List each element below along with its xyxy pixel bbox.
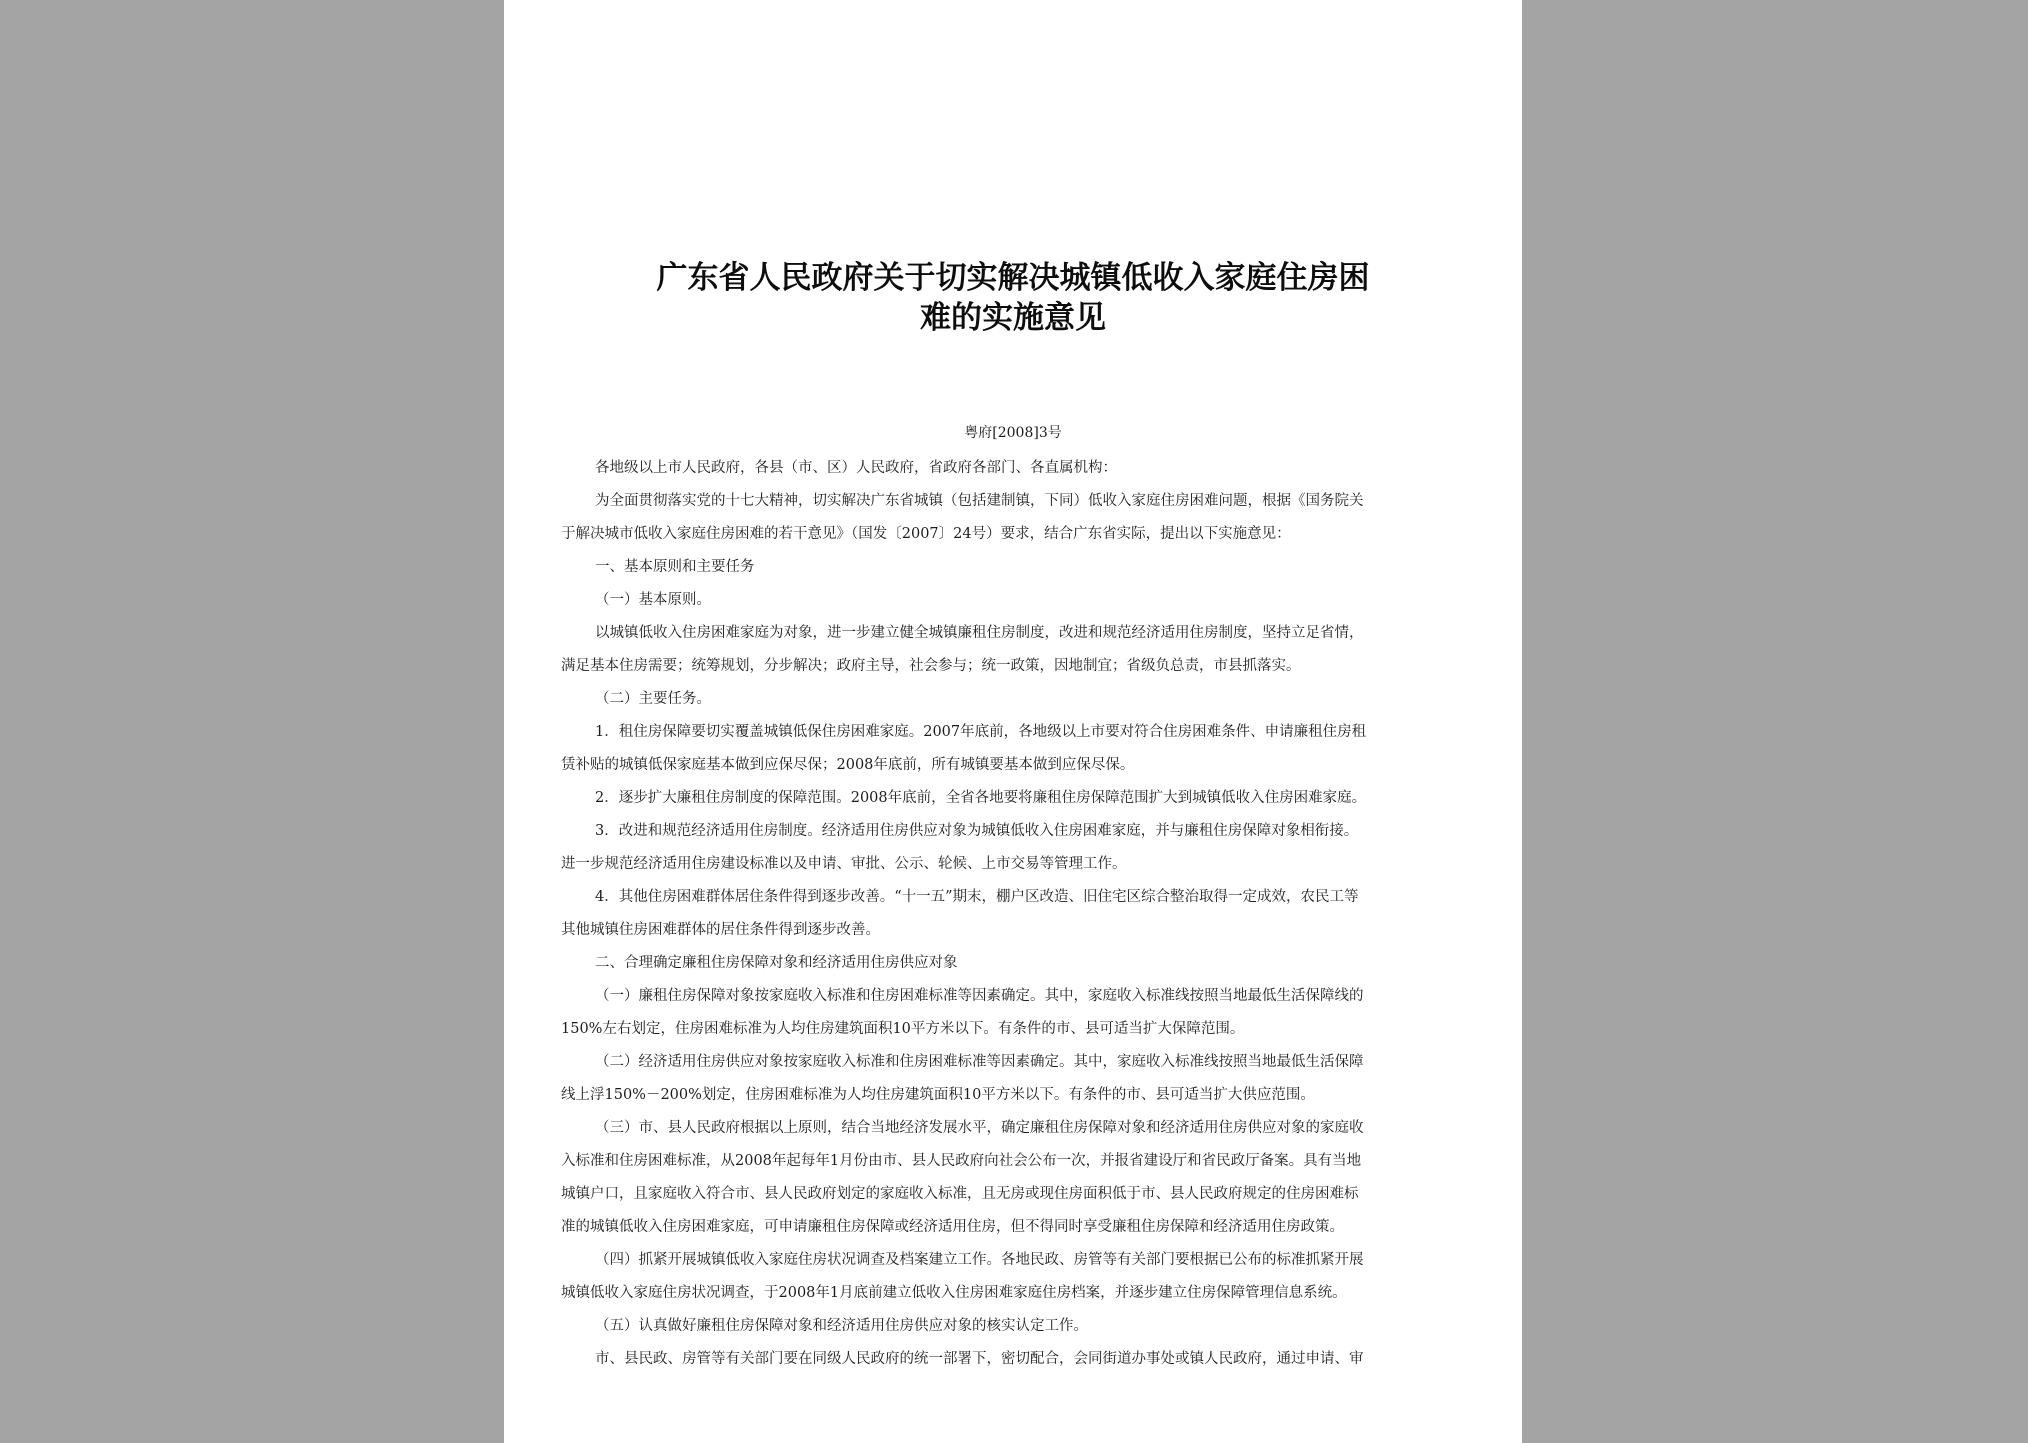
text-line: 其他城镇住房困难群体的居住条件得到逐步改善。 — [561, 922, 880, 938]
text-line: 赁补贴的城镇低保家庭基本做到应保尽保；2008年底前，所有城镇要基本做到应保尽保。 — [561, 757, 1135, 773]
document-body — [561, 452, 1461, 1376]
text-line: 城镇低收入家庭住房状况调查，于2008年1月底前建立低收入住房困难家庭住房档案，并逐步建立住房保障管理信息系统。 — [561, 1285, 1347, 1301]
text-line: （一）基本原则。 — [595, 592, 711, 608]
text-line: 满足基本住房需要；统筹规划，分步解决；政府主导，社会参与；统一政策，因地制宜；省级负总责，市县抓落实。 — [561, 658, 1301, 674]
text-line: 进一步规范经济适用住房建设标准以及申请、审批、公示、轮候、上市交易等管理工作。 — [561, 856, 1127, 872]
text-line: 4．其他住房困难群体居住条件得到逐步改善。“十一五”期末，棚户区改造、旧住宅区综合整治取得一定成效，农民工等 — [595, 889, 1359, 905]
text-line: 为全面贯彻落实党的十七大精神，切实解决广东省城镇（包括建制镇，下同）低收入家庭住房困难问题，根据《国务院关 — [595, 493, 1364, 509]
text-line: 各地级以上市人民政府，各县（市、区）人民政府，省政府各部门、各直属机构： — [595, 460, 1117, 476]
title-line-2: 难的实施意见 — [920, 300, 1106, 336]
text-line: （二）经济适用住房供应对象按家庭收入标准和住房困难标准等因素确定。其中，家庭收入标准线按照当地最低生活保障 — [595, 1054, 1364, 1070]
text-line: 于解决城市低收入家庭住房困难的若干意见》（国发〔2007〕24号）要求，结合广东省实际，提出以下实施意见： — [561, 526, 1291, 542]
title-line-1: 广东省人民政府关于切实解决城镇低收入家庭住房困 — [656, 260, 1370, 296]
text-line: 一、基本原则和主要任务 — [595, 559, 755, 575]
text-line: 入标准和住房困难标准，从2008年起每年1月份由市、县人民政府向社会公布一次，并报省建设厅和省民政厅备案。具有当地 — [561, 1153, 1362, 1169]
text-line: 准的城镇低收入住房困难家庭，可申请廉租住房保障或经济适用住房，但不得同时享受廉租住房保障和经济适用住房政策。 — [561, 1219, 1344, 1235]
text-line: 3．改进和规范经济适用住房制度。经济适用住房供应对象为城镇低收入住房困难家庭，并与廉租住房保障对象相衔接。 — [595, 823, 1359, 839]
text-line: （四）抓紧开展城镇低收入家庭住房状况调查及档案建立工作。各地民政、房管等有关部门要根据已公布的标准抓紧开展 — [595, 1252, 1364, 1268]
document-page — [504, 0, 1522, 1443]
document-number: 粤府[2008]3号 — [964, 425, 1062, 441]
text-line: （三）市、县人民政府根据以上原则，结合当地经济发展水平，确定廉租住房保障对象和经济适用住房供应对象的家庭收 — [595, 1120, 1364, 1136]
text-line: 以城镇低收入住房困难家庭为对象，进一步建立健全城镇廉租住房制度，改进和规范经济适用住房制度，坚持立足省情， — [595, 625, 1364, 641]
text-line: 市、县民政、房管等有关部门要在同级人民政府的统一部署下，密切配合，会同街道办事处或镇人民政府，通过申请、审 — [595, 1351, 1364, 1367]
text-line: 1．租住房保障要切实覆盖城镇低保住房困难家庭。2007年底前，各地级以上市要对符合住房困难条件、申请廉租住房租 — [595, 724, 1367, 740]
text-line: 2．逐步扩大廉租住房制度的保障范围。2008年底前，全省各地要将廉租住房保障范围扩大到城镇低收入住房困难家庭。 — [595, 790, 1367, 806]
text-line: 150%左右划定，住房困难标准为人均住房建筑面积10平方米以下。有条件的市、县可适当扩大保障范围。 — [561, 1021, 1245, 1037]
text-line: 线上浮150%－200%划定，住房困难标准为人均住房建筑面积10平方米以下。有条件的市、县可适当扩大供应范围。 — [561, 1087, 1315, 1103]
text-line: （二）主要任务。 — [595, 691, 711, 707]
text-line: 二、合理确定廉租住房保障对象和经济适用住房供应对象 — [595, 955, 958, 971]
document-title — [584, 258, 1442, 338]
text-line: （一）廉租住房保障对象按家庭收入标准和住房困难标准等因素确定。其中，家庭收入标准线按照当地最低生活保障线的 — [595, 988, 1364, 1004]
text-line: （五）认真做好廉租住房保障对象和经济适用住房供应对象的核实认定工作。 — [595, 1318, 1088, 1334]
text-line: 城镇户口，且家庭收入符合市、县人民政府划定的家庭收入标准，且无房或现住房面积低于市、县人民政府规定的住房困难标 — [561, 1186, 1359, 1202]
